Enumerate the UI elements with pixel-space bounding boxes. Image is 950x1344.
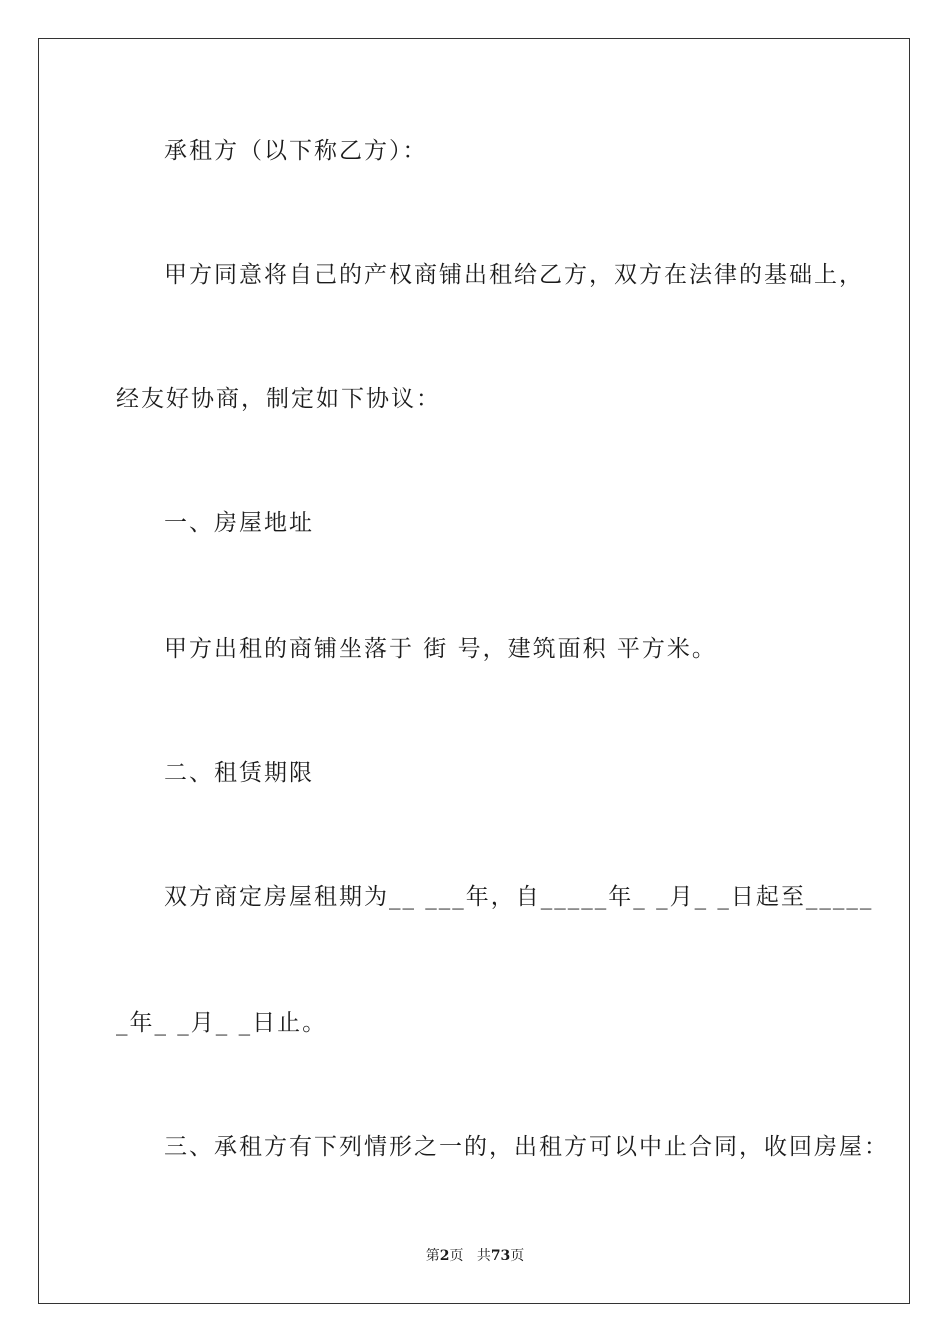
paragraph-lessee-heading: 承租方（以下称乙方）： — [164, 138, 428, 164]
paragraph-intro-line1: 甲方同意将自己的产权商铺出租给乙方，双方在法律的基础上， — [164, 262, 864, 288]
page-border — [38, 38, 910, 1304]
footer-page-prefix: 第 — [425, 1248, 440, 1264]
paragraph-intro-line2: 经友好协商，制定如下协议： — [116, 386, 441, 412]
footer-page-total: 73 — [490, 1248, 511, 1264]
footer-page-current: 2 — [439, 1248, 450, 1264]
section-heading-termination: 三、承租方有下列情形之一的，出租方可以中止合同，收回房屋： — [164, 1134, 889, 1160]
paragraph-address: 甲方出租的商铺坐落于 街 号，建筑面积 平方米。 — [164, 636, 717, 662]
paragraph-term-line2: _年_ _月_ _日止。 — [116, 1010, 328, 1036]
section-heading-address: 一、房屋地址 — [164, 510, 314, 536]
footer-page-mid: 页 — [449, 1248, 464, 1264]
paragraph-term-line1: 双方商定房屋租期为__ ___年，自_____年_ _月_ _日起至_____ — [164, 884, 874, 910]
section-heading-term: 二、租赁期限 — [164, 760, 314, 786]
footer-total-prefix: 共 — [476, 1248, 491, 1264]
page-footer — [0, 1245, 950, 1265]
footer-total-suffix: 页 — [510, 1248, 525, 1264]
